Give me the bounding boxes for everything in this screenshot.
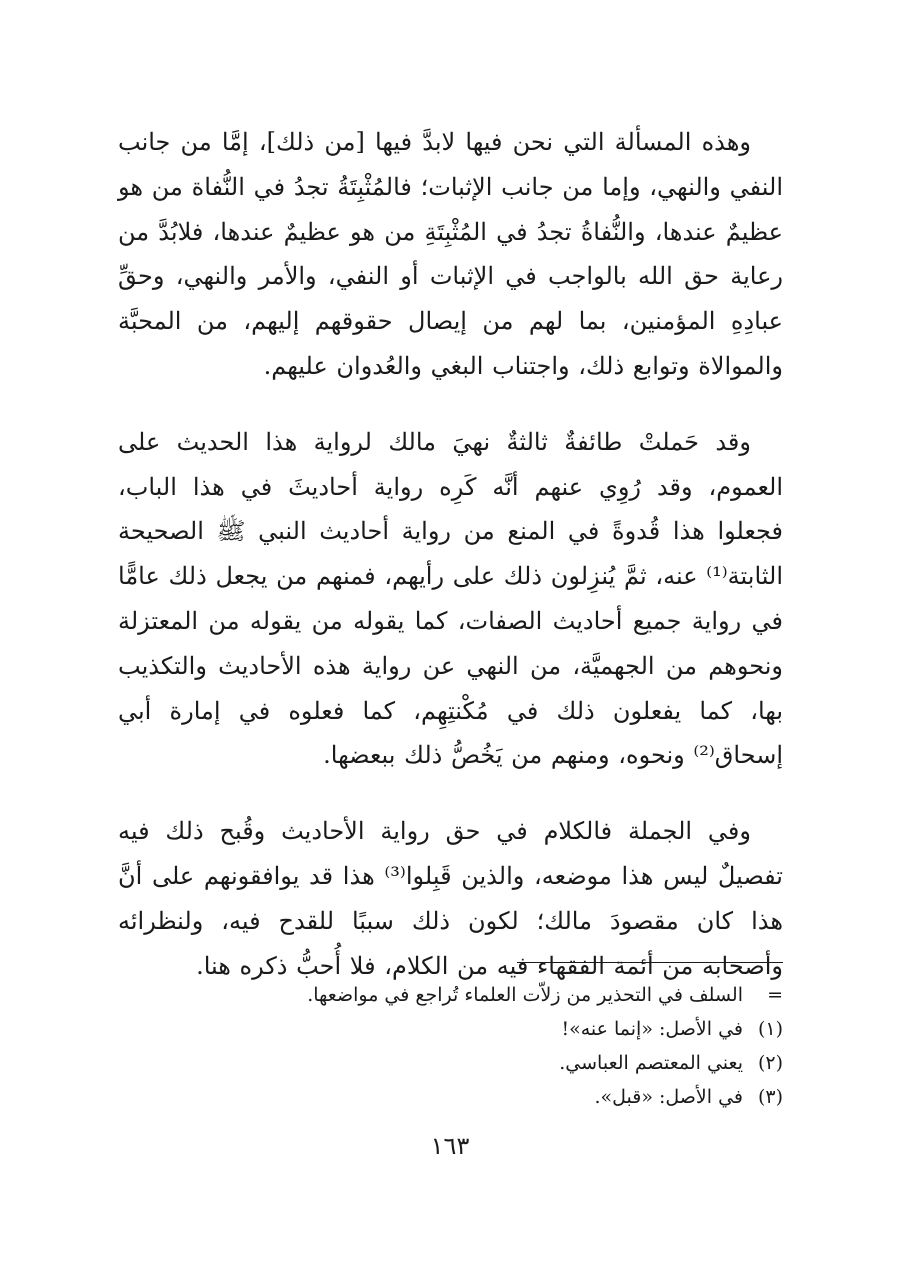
footnote-mark: = — [767, 984, 783, 1006]
footnote-text: السلف في التحذير من زلاّت العلماء تُراجع في مواضعها. — [307, 984, 743, 1006]
paragraph-3: وفي الجملة فالكلام في حق رواية الأحاديث وقُبح ذلك فيه تفصيلٌ ليس هذا موضعه، والذين قَبِلوا⁽³⁾ هذا قد يوافقونهم على أنَّ هذا كان مقصودَ مالك؛ لكون ذلك سببًا للقدح فيه، ولنظرائه وأصحابه من أئمة الفقهاء فيه من الكلام، فلا أُحبُّ ذكره هنا. — [118, 817, 783, 980]
footnote-text: يعني المعتصم العباسي. — [559, 1052, 743, 1074]
footnote-separator — [517, 962, 783, 963]
footnote-text: في الأصل: «إنما عنه»! — [561, 1018, 743, 1040]
paragraph-1: وهذه المسألة التي نحن فيها لابدَّ فيها [من ذلك]، إمَّا من جانب النفي والنهي، وإما من جانب الإثبات؛ فالمُثْبِتَةُ تجدُ في النُّفاة من هو عظيمٌ عندها، والنُّفاةُ تجدُ في المُثْبِتَةِ من هو عظيمٌ عندها، فلابُدَّ من رعاية حق الله بالواجب في الإثبات أو النفي، والأمر والنهي، وحقِّ عبادِهِ المؤمنين، بما لهم من إيصال حقوقهم إليهم، من المحبَّة والموالاة وتوابع ذلك، واجتناب البغي والعُدوان عليهم. — [118, 128, 783, 380]
footnote-1 — [118, 1012, 783, 1046]
footnote-2 — [118, 1046, 783, 1080]
footnote-continuation — [118, 978, 783, 1012]
body-text — [118, 120, 783, 988]
page-number: ١٦٣ — [430, 1132, 470, 1160]
footnote-mark: (١) — [757, 1018, 783, 1040]
footnote-text: في الأصل: «قبل». — [594, 1086, 743, 1108]
footnote-3 — [118, 1080, 783, 1114]
paragraph-2: وقد حَملتْ طائفةٌ ثالثةٌ نهيَ مالك لرواية هذا الحديث على العموم، وقد رُوِي عنهم أنَّه كَرِه رواية أحاديثَ في هذا الباب، فجعلوا هذا قُدوةً في المنع من رواية أحاديث النبي ﷺ الصحيحة الثابتة⁽¹⁾ عنه، ثمَّ يُنزِلون ذلك على رأيهم، فمنهم من يجعل ذلك عامًّا في رواية جميع أحاديث الصفات، كما يقوله من يقوله من المعتزلة ونحوهم من الجهميَّة، من النهي عن رواية هذه الأحاديث والتكذيب بها، كما يفعلون ذلك في مُكْنتِهِم، كما فعلوه في إمارة أبي إسحاق⁽²⁾ ونحوه، ومنهم من يَخُصُّ ذلك ببعضها. — [118, 427, 783, 770]
footnotes — [118, 978, 783, 1114]
footnote-mark: (٣) — [757, 1086, 783, 1108]
footnote-mark: (٢) — [757, 1052, 783, 1074]
